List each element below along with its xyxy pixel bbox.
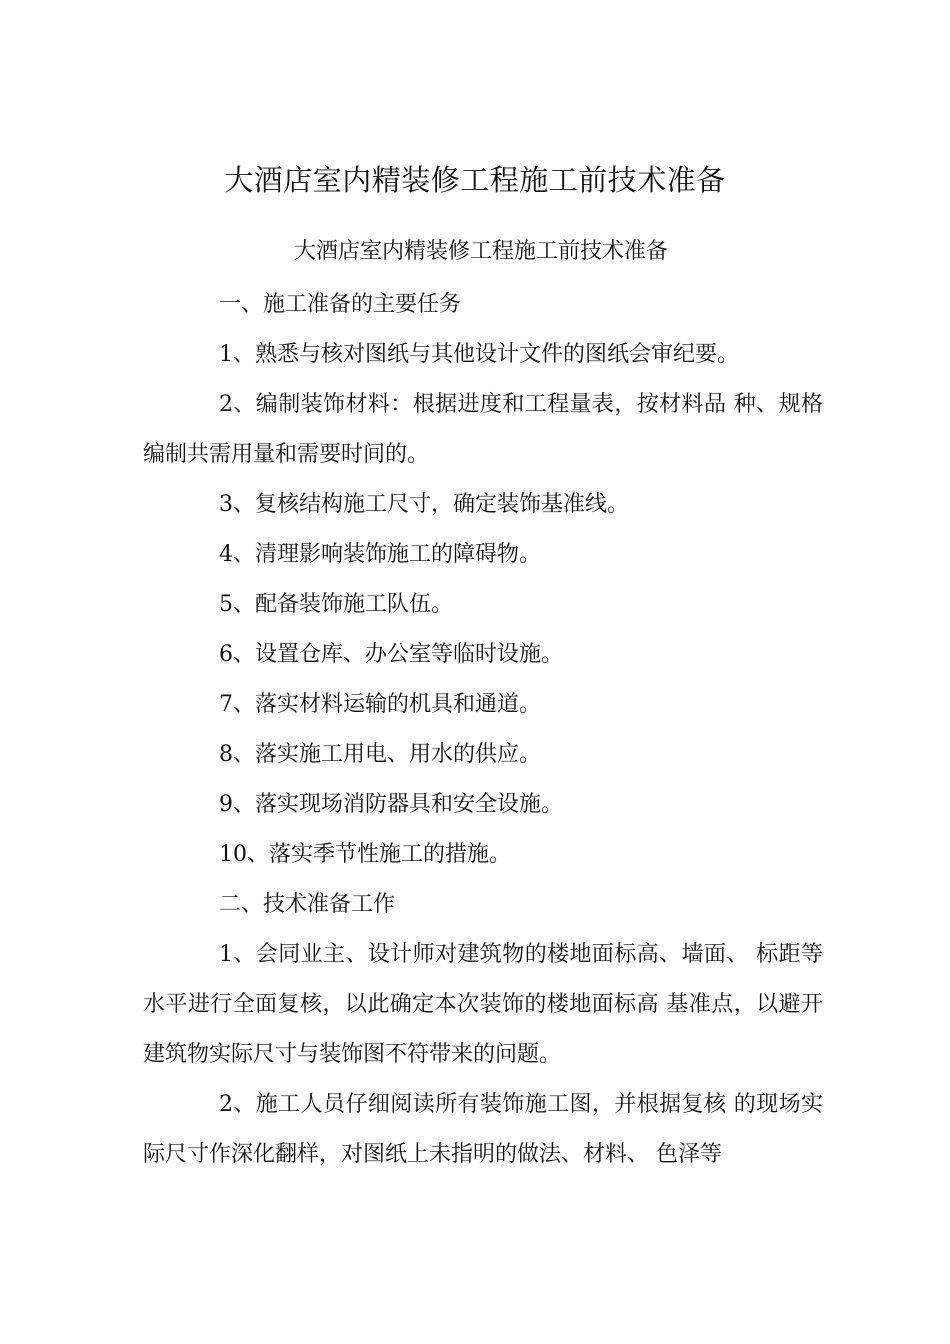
tech-item-2: 2、施工人员仔细阅读所有装饰施工图，并根据复核 的现场实际尺寸作深化翻样，对图纸上未指明的做法、材料、 色泽等	[143, 1092, 823, 1167]
task-item-1: 1、熟悉与核对图纸与其他设计文件的图纸会审纪要。	[219, 342, 739, 367]
task-item-10: 10、落实季节性施工的措施。	[219, 842, 511, 867]
task-item-2: 2、编制装饰材料：根据进度和工程量表，按材料品 种、规格编制共需用量和需要时间的。	[143, 392, 823, 467]
task-item-3: 3、复核结构施工尺寸，确定装饰基准线。	[219, 492, 629, 517]
document-subtitle: 大酒店室内精装修工程施工前技术准备	[293, 239, 668, 264]
task-item-8: 8、落实施工用电、用水的供应。	[219, 742, 541, 767]
task-item-9: 9、落实现场消防器具和安全设施。	[219, 792, 563, 817]
section-heading-2: 二、技术准备工作	[219, 892, 396, 917]
tech-item-1: 1、会同业主、设计师对建筑物的楼地面标高、墙面、 标距等水平进行全面复核，以此确定本次装饰的楼地面标高 基准点，以避开建筑物实际尺寸与装饰图不符带来的问题。	[143, 942, 823, 1067]
task-item-7: 7、落实材料运输的机具和通道。	[219, 692, 541, 717]
section-heading-1: 一、施工准备的主要任务	[219, 292, 462, 317]
task-item-6: 6、设置仓库、办公室等临时设施。	[219, 642, 563, 667]
task-item-5: 5、配备装饰施工队伍。	[219, 592, 453, 617]
task-item-4: 4、清理影响装饰施工的障碍物。	[219, 542, 541, 567]
document-title: 大酒店室内精装修工程施工前技术准备	[224, 163, 726, 197]
